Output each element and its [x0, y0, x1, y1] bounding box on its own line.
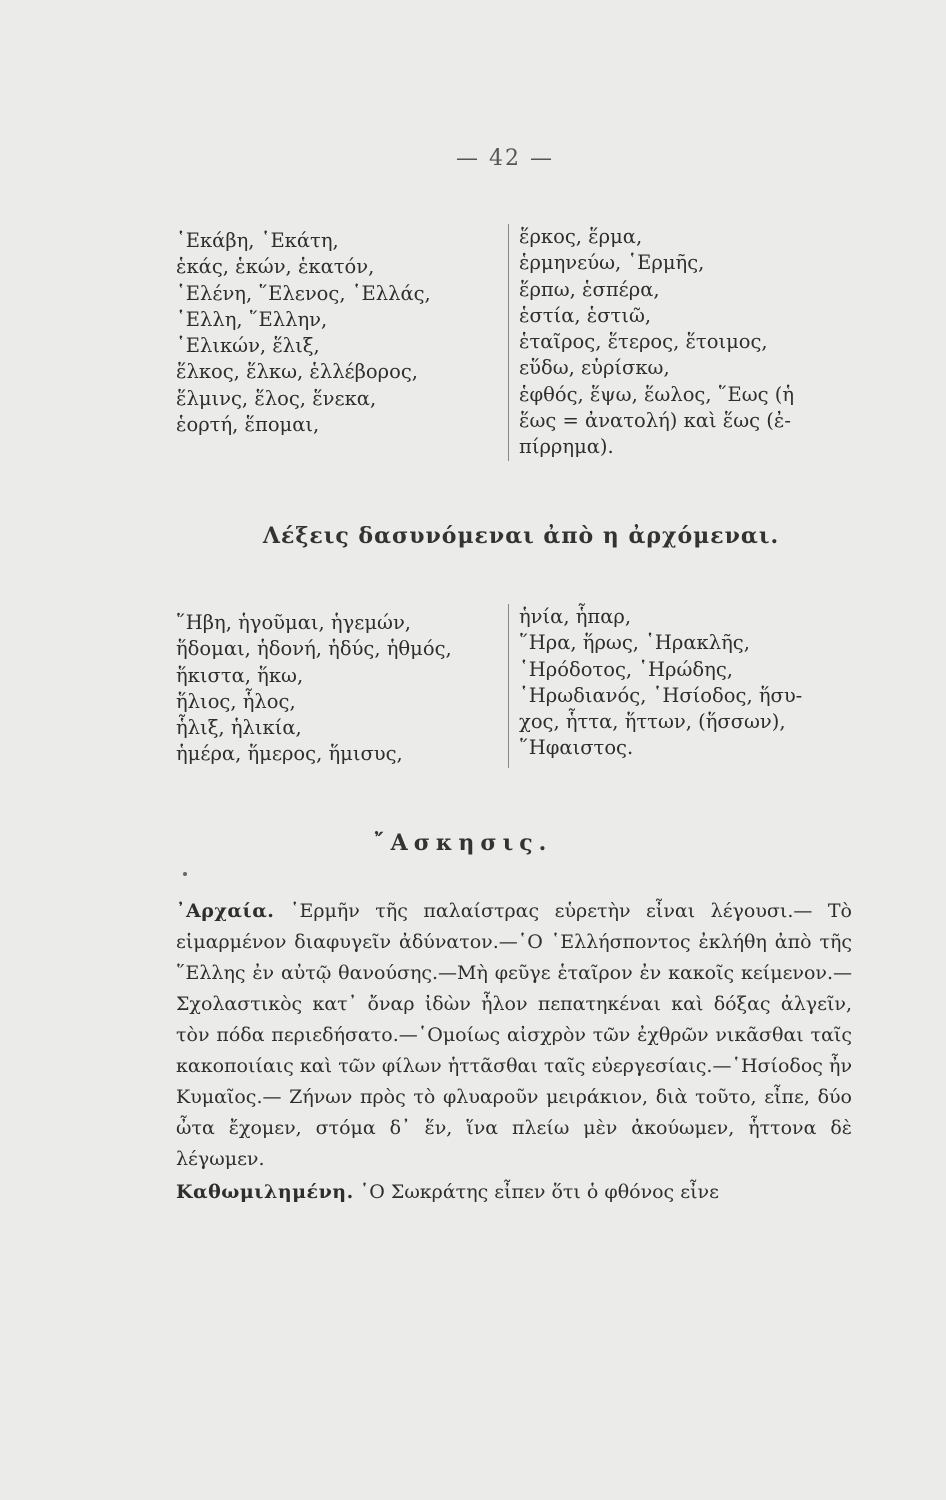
word-line: ἑστία, ἑστιῶ,	[519, 303, 652, 327]
word-line: ῾Ηρόδοτος, ῾Ηρώδης,	[519, 657, 733, 681]
word-line: ῞Ηφαιστος.	[519, 736, 634, 760]
section-heading-exercise: ῎Ασκησις.	[373, 830, 553, 856]
exercise-body-ancient: ῾Ερμῆν τῆς παλαίστρας εὑρετὴν εἶναι λέγουσι.— Τὸ εἱμαρμένον διαφυγεῖν ἀδύνατον.—῾Ο ῾Ελλήσποντος ἐκλήθη ἀπὸ τῆς ῞Ελλης ἐν αὐτῷ θανούσης.—Μὴ φεῦγε ἑταῖρον ἐν κακοῖς κείμενον.—Σχολαστικὸς κατ᾿ ὄναρ ἰδὼν ἧλον πεπατηκέναι καὶ δόξας ἀλγεῖν, τὸν πόδα περιεδήσατο.—῾Ομοίως αἰσχρὸν τῶν ἐχθρῶν νικᾶσθαι ταῖς κακοποιίαις καὶ τῶν φίλων ἡττᾶσθαι ταῖς εὐεργεσίαις.—῾Ησίοδος ἦν Κυμαῖος.— Ζήνων πρὸς τὸ φλυαροῦν μειράκιον, διὰ τοῦτο, εἶπε, δύο ὦτα ἔχομεν, στόμα δ᾿ ἕν, ἵνα πλείω μὲν ἀκούωμεν, ἧττονα δὲ λέγωμεν.	[176, 900, 852, 1170]
word-line: ῾Ηρωδιανός, ῾Ησίοδος, ἥσυ-	[519, 683, 803, 707]
page-number: — 42 —	[456, 146, 554, 171]
word-column-right	[508, 224, 794, 461]
word-list-eta	[176, 605, 866, 768]
margin-mark	[183, 872, 187, 876]
word-line: ἧλιξ, ἡλικία,	[176, 716, 302, 740]
word-line: ἥκιστα, ἥκω,	[176, 663, 304, 687]
word-line: ἥδομαι, ἡδονή, ἡδύς, ἡθμός,	[176, 637, 452, 661]
exercise-label-vernacular: Καθωμιλημένη.	[176, 1181, 354, 1203]
word-column-left	[176, 610, 508, 768]
exercise-paragraph-ancient	[176, 896, 852, 1175]
word-line: χος, ἧττα, ἥττων, (ἥσσων),	[519, 710, 786, 734]
word-line: ἕρπω, ἑσπέρα,	[519, 277, 660, 301]
word-column-right	[508, 604, 802, 768]
word-line: εὕδω, εὑρίσκω,	[519, 356, 670, 380]
word-line: ῞Ηβη, ἡγοῦμαι, ἡγεμών,	[176, 611, 411, 634]
word-line: ῾Ελικών, ἕλιξ,	[176, 334, 320, 358]
word-line: πίρρημα).	[519, 435, 614, 459]
word-line: ῾Ελλη, ῞Ελλην,	[176, 307, 328, 331]
word-line: ἑφθός, ἕψω, ἕωλος, ῞Εως (ἡ	[519, 382, 795, 406]
word-list-epsilon	[176, 225, 866, 461]
word-line: ἑκάς, ἑκών, ἑκατόν,	[176, 255, 375, 279]
word-column-left	[176, 228, 508, 461]
word-line: ἑταῖρος, ἕτερος, ἕτοιμος,	[519, 330, 768, 354]
word-line: ἑρμηνεύω, ῾Ερμῆς,	[519, 251, 705, 275]
word-line: ῞Ηρα, ἥρως, ῾Ηρακλῆς,	[519, 631, 750, 655]
word-line: ἕλμινς, ἕλος, ἕνεκα,	[176, 386, 377, 410]
section-heading-eta-words: Λέξεις δασυνόμεναι ἀπὸ η ἀρχόμεναι.	[262, 523, 780, 549]
word-line: ῾Εκάβη, ῾Εκάτη,	[176, 229, 339, 252]
word-line: ἕλκος, ἕλκω, ἑλλέβορος,	[176, 360, 418, 384]
word-line: ἕως = ἀνατολή) καὶ ἕως (ἐ-	[519, 409, 791, 433]
exercise-paragraph-vernacular	[176, 1177, 852, 1208]
word-line: ἑορτή, ἕπομαι,	[176, 413, 320, 437]
exercise-text	[176, 896, 852, 1208]
word-line: ἡμέρα, ἥμερος, ἥμισυς,	[176, 742, 403, 766]
exercise-body-vernacular: ῾Ο Σωκράτης εἶπεν ὅτι ὁ φθόνος εἶνε	[359, 1181, 719, 1203]
word-line: ἥλιος, ἧλος,	[176, 689, 296, 713]
word-line: ἡνία, ἧπαρ,	[519, 605, 632, 628]
word-line: ῾Ελένη, ῞Ελενος, ῾Ελλάς,	[176, 281, 431, 305]
word-line: ἕρκος, ἕρμα,	[519, 225, 643, 248]
exercise-label-ancient: ᾿Αρχαία.	[176, 900, 275, 922]
